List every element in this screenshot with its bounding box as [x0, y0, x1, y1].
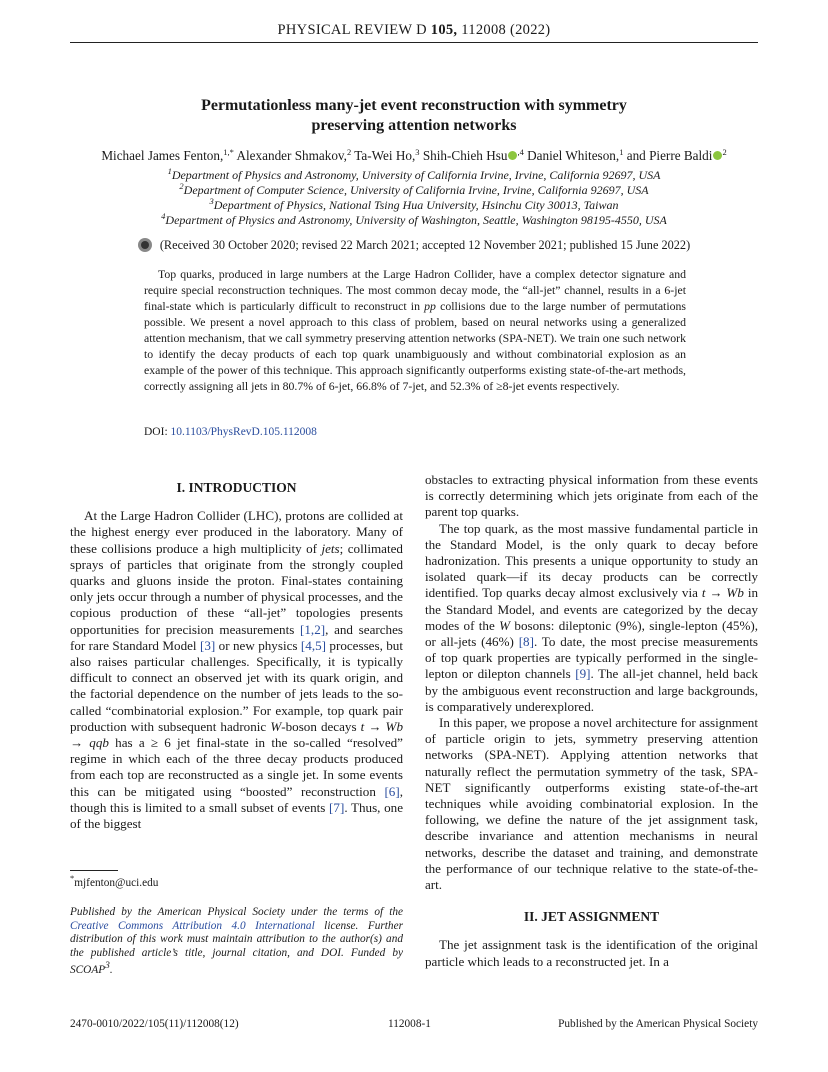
affiliation: $^1$Department of Physics and Astronomy, University of California Irvine, Irvine, California 92697, USA — [167, 166, 661, 182]
footnote-rule — [70, 870, 118, 871]
footnote: *mjfenton@uci.edu — [70, 873, 159, 889]
article-number: 112008 (2022) — [461, 22, 551, 38]
author[interactable]: Alexander Shmakov,$^2$ — [236, 147, 352, 163]
body-paragraph: In this paper, we propose a novel architecture for assignment of particle origin to jets, symmetry preserving attention networks (SPA-NET). Applying attention networks that naturally reflect the permutation symmetry of the task, SPA-NET significantly outperforms existing state-of-the-art techniques while avoiding combinatorial explosion. In the following, we define the nature of the jet assignment task, describe invariance and attention mechanisms in neural networks, describe the dataset and training, and demonstrate the performance of our technique relative to the state-of-the-art. — [425, 715, 758, 893]
crossmark-icon[interactable] — [138, 238, 152, 252]
section-heading-introduction: I. INTRODUCTION — [176, 480, 297, 495]
citation-link[interactable]: [8] — [518, 634, 534, 650]
affiliations — [70, 168, 758, 228]
received-text: (Received 30 October 2020; revised 22 March 2021; accepted 12 November 2021; published 15 June 2022) — [159, 238, 691, 252]
citation-link[interactable]: [3] — [199, 637, 216, 653]
doi-link[interactable]: 10.1103/PhysRevD.105.112008 — [170, 426, 317, 438]
doi — [144, 426, 317, 438]
citation-link[interactable]: [7] — [329, 799, 345, 815]
citation-link[interactable]: [4,5] — [300, 637, 326, 653]
paper-title — [70, 96, 758, 136]
left-column — [70, 480, 403, 832]
affiliation: $^4$Department of Physics and Astronomy, University of Washington, Seattle, Washington 98195-4550, USA — [161, 211, 667, 227]
body-paragraph: The jet assignment task is the identification of the original particle which leads to a reconstructed jet. In a — [425, 937, 758, 969]
right-column — [425, 472, 758, 970]
author[interactable]: Shih-Chieh Hsu $^{,4}$ — [422, 147, 524, 163]
section-heading-jet-assignment: II. JET ASSIGNMENT — [523, 909, 660, 925]
page-number: 112008-1 — [388, 1018, 431, 1030]
journal-name: PHYSICAL REVIEW D — [277, 22, 427, 38]
citation-link[interactable]: [1,2] — [300, 621, 326, 637]
running-header — [70, 22, 758, 39]
header-rule — [70, 42, 758, 43]
affiliation: $^2$Department of Computer Science, University of California Irvine, Irvine, California 92697, USA — [179, 181, 649, 197]
abstract — [144, 266, 686, 394]
body-paragraph: obstacles to extracting physical information from these events is correctly determining which jets originate from each of the parent top quarks. — [425, 472, 758, 520]
received-dates — [70, 238, 758, 253]
footer-left: 2470-0010/2022/105(11)/112008(12) — [70, 1018, 239, 1030]
abstract-text: Top quarks, produced in large numbers at the Large Hadron Collider, have a complex detector signature and require special reconstruction techniques. The most common decay mode, the “all-jet” channel, results in a 6-jet final-state which is particularly difficult to reconstruct in pp collisions due to the large number of permutations possible. We present a novel approach to this class of problem, based on neural networks using a generalized attention mechanism, that we call symmetry preserving attention networks (SPA-NET). We train one such network to identify the decay products of each top quark unambiguously and without combinatorial explosion as an example of the power of this technique. This approach significantly outperforms existing state-of-the-art methods, correctly assigning all jets in 80.7% of 6-jet, 66.8% of 7-jet, and 52.3% of ≥8-jet events respectively. — [144, 267, 686, 393]
footnote-email[interactable]: mjfenton@uci.edu — [74, 877, 159, 889]
title-line-1: Permutationless many-jet event reconstruction with symmetry — [201, 97, 627, 114]
citation-link[interactable]: [6] — [384, 783, 400, 799]
affiliation: $^3$Department of Physics, National Tsing Hua University, Hsinchu City 30013, Taiwan — [209, 196, 619, 212]
body-paragraph: The top quark, as the most massive fundamental particle in the Standard Model, is the only quark to decay before hadronization. This presents a unique opportunity to study an isolated quark—if its decay products can be correctly identified. Top quarks decay almost exclusively via t → Wb in the Standard Model, and events are categorized by the decay modes of the W bosons: dileptonic (9%), single-lepton (45%), or all-jets (46%) [8]. To date, the most precise measurements of top quark properties are typically performed in the single-lepton or dilepton channels [9]. The all-jet channel, held back by the ambiguous event reconstruction and large backgrounds, is comparatively underexplored. — [425, 520, 758, 714]
footer-right: Published by the American Physical Society — [558, 1018, 758, 1030]
license-notice: Published by the American Physical Society under the terms of the Creative Commons Attribution 4.0 International license. Further distribution of this work must maintain attribution to the author(s) and the published article’s title, journal citation, and DOI. Funded by SCOAP$^3$. — [70, 906, 403, 976]
title-line-2: preserving attention networks — [311, 117, 517, 134]
author-list — [40, 148, 788, 164]
author[interactable]: and Pierre Baldi $^2$ — [626, 147, 727, 163]
doi-label: DOI: — [144, 426, 168, 438]
journal-volume: 105, — [430, 22, 458, 38]
citation-link[interactable]: [9] — [575, 666, 591, 682]
license-link[interactable]: Creative Commons Attribution 4.0 International — [70, 919, 315, 932]
author[interactable]: Daniel Whiteson,$^1$ — [527, 147, 624, 163]
author[interactable]: Michael James Fenton,$^{1,*}$ — [101, 147, 234, 163]
intro-paragraph: At the Large Hadron Collider (LHC), protons are collided at the highest energy ever produced in the laboratory. Many of these collisions produce a high multiplicity of jets; collimated sprays of particles that originate from the strongly coupled quarks and gluons inside the proton. Final-states containing only jets occur through a number of physical processes, and the copious production of these “all-jet” topologies presents opportunities for precision measurements [1,2], and searches for rare Standard Model [3] or new physics [4,5] processes, but also raises particular challenges. Specifically, it is typically difficult to connect an observed jet with its quark origin, and the factorial dependence on the number of jets leads to the so-called “combinatorial explosion.” For example, top quark pair production with subsequent hadronic W-boson decays t → Wb → qqb has a ≥ 6 jet final-state in the so-called “resolved” regime in which each of the three decay products produced from each top are reconstructed as a single jet. In some events this can be mitigated using “boosted” reconstruction [6], though this is limited to a small subset of events [7]. Thus, one of the biggest — [70, 508, 404, 832]
author[interactable]: Ta-Wei Ho,$^3$ — [354, 147, 420, 163]
